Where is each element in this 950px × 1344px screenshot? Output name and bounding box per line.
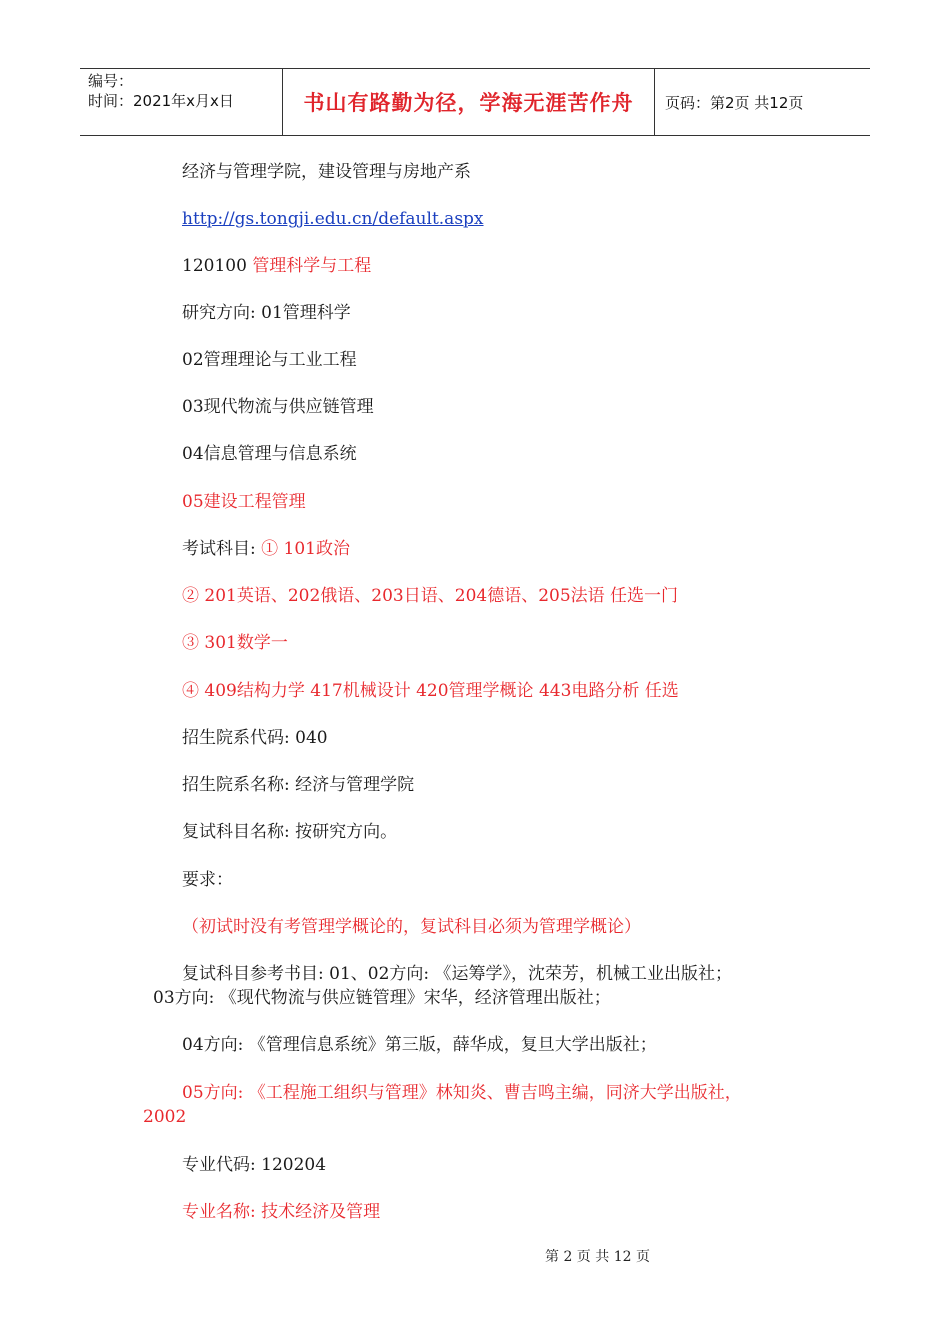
header-meta <box>80 69 282 135</box>
document-time: 时间：2021年x月x日 <box>88 92 234 110</box>
exam-subject-3: ③ 301数学一 <box>182 633 288 653</box>
document-number-label: 编号： <box>88 72 134 90</box>
specialty-name-line: 专业名称: 技术经济及管理 <box>182 1202 381 1222</box>
reference-books-05: 05方向: 《工程施工组织与管理》林知炎、曹吉鸣主编，同济大学出版社， <box>182 1083 742 1103</box>
exam-subject-4: ④ 409结构力学 417机械设计 420管理学概论 443电路分析 任选 <box>182 681 679 701</box>
requirements-note: （初试时没有考管理学概论的，复试科目必须为管理学概论） <box>182 917 641 937</box>
exam-subject-2: ② 201英语、202俄语、203日语、204德语、205法语 任选一门 <box>182 586 679 606</box>
header-page-info: 页码：第2页 共12页 <box>665 93 804 112</box>
exam-subject-1: ① 101政治 <box>261 539 350 559</box>
reference-books-03: 03方向: 《现代物流与供应链管理》宋华，经济管理出版社； <box>153 988 611 1008</box>
research-direction-05: 05建设工程管理 <box>182 492 306 512</box>
reference-books-line: 复试科目参考书目: 01、02方向: 《运筹学》，沈荣芳，机械工业出版社； <box>182 964 733 984</box>
specialty-code-line: 专业代码: 120204 <box>182 1155 327 1175</box>
page-header <box>80 68 870 136</box>
dept-name-line: 招生院系名称: 经济与管理学院 <box>182 775 415 795</box>
major-line <box>182 255 371 277</box>
reference-books-05-year: 2002 <box>143 1107 187 1127</box>
retest-subject-line: 复试科目名称: 按研究方向。 <box>182 822 398 842</box>
research-direction-03: 03现代物流与供应链管理 <box>182 397 374 417</box>
page-footer: 第 2 页 共 12 页 <box>545 1249 650 1265</box>
dept-code-line: 招生院系代码: 040 <box>182 728 328 748</box>
research-direction-04: 04信息管理与信息系统 <box>182 444 357 464</box>
header-motto-cell <box>282 69 655 135</box>
exam-subjects-line <box>182 538 350 560</box>
department-line: 经济与管理学院，建设管理与房地产系 <box>182 162 471 182</box>
research-direction-01: 研究方向: 01管理科学 <box>182 303 351 323</box>
major-name: 管理科学与工程 <box>252 256 372 276</box>
research-direction-02: 02管理理论与工业工程 <box>182 350 357 370</box>
website-link[interactable]: http://gs.tongji.edu.cn/default.aspx <box>182 209 484 229</box>
header-motto: 书山有路勤为径，学海无涯苦作舟 <box>303 91 634 115</box>
reference-books-04: 04方向: 《管理信息系统》第三版，薛华成，复旦大学出版社； <box>182 1035 657 1055</box>
requirements-label: 要求： <box>182 870 233 890</box>
exam-subjects-label: 考试科目: <box>182 539 262 559</box>
major-code: 120100 <box>182 256 253 276</box>
